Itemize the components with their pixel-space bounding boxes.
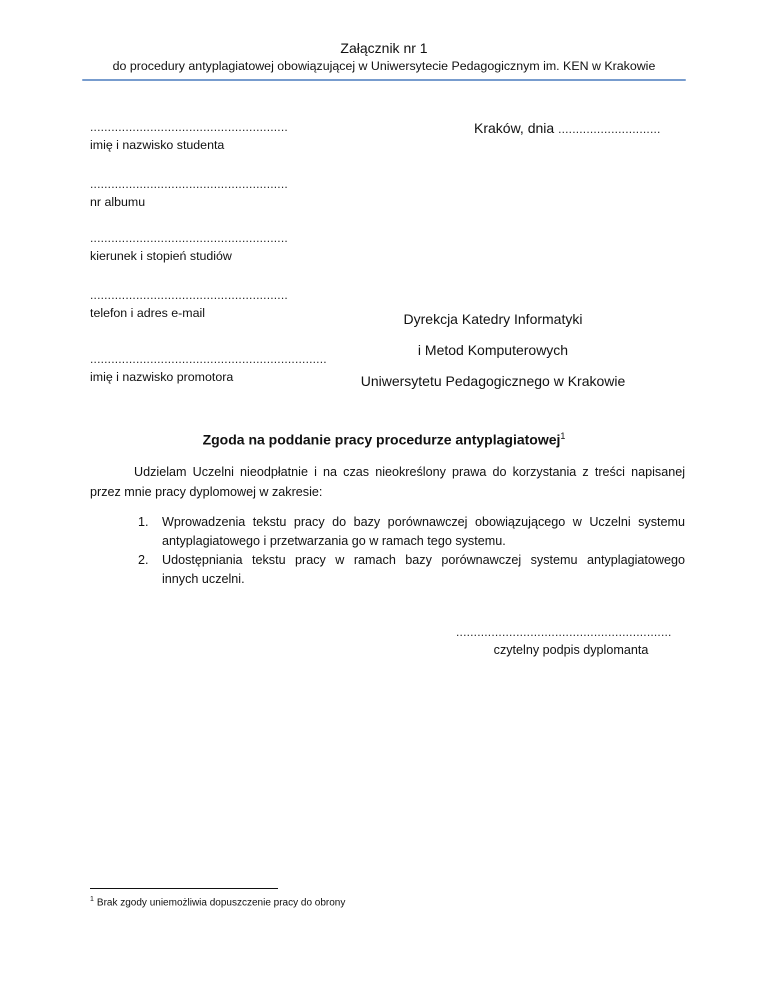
recipient-line-2: i Metod Komputerowych [417,342,569,358]
list-item [138,513,685,551]
consent-line-2: przez mnie pracy dyplomowej w zakresie: [90,485,323,499]
signature-dots[interactable]: ............................................................. [456,625,672,639]
list-item-line-1: Udostępniania tekstu pracy w ramach bazy porównawczej systemu antyplagiatowego [162,553,685,567]
header-rule [82,79,686,81]
date-dots[interactable]: ............................. [558,122,661,136]
recipient-line-3: Uniwersytetu Pedagogicznego w Krakowie [360,373,626,389]
consent-paragraph [90,462,685,502]
album-number-dots[interactable]: ........................................................ [90,177,288,191]
signature-label: czytelny podpis dyplomanta [493,643,649,657]
footnote-number: 1 [90,896,94,903]
list-item-line-2: antyplagiatowego i przetwarzania go w ramach tego systemu. [162,534,506,548]
list-item-number: 2. [138,553,149,567]
footnote [90,896,345,908]
student-name-dots[interactable]: ........................................................ [90,120,288,134]
document-title [0,431,768,448]
date-label: Kraków, dnia [474,120,555,136]
footnote-ref: 1 [560,431,566,441]
contact-label: telefon i adres e-mail [90,306,206,320]
date-line [474,120,661,136]
document-title-text: Zgoda na poddanie pracy procedurze antyplagiatowej [202,431,561,448]
footnote-separator [90,888,278,889]
consent-list [138,513,685,589]
list-item-line-2: innych uczelni. [162,572,245,586]
supervisor-label: imię i nazwisko promotora [90,370,234,384]
contact-dots[interactable]: ........................................................ [90,288,288,302]
attachment-title: Załącznik nr 1 [340,40,428,56]
album-number-label: nr albumu [90,195,146,209]
recipient-line-1: Dyrekcja Katedry Informatyki [403,311,583,327]
field-of-study-label: kierunek i stopień studiów [90,249,232,263]
list-item-number: 1. [138,515,149,529]
student-name-label: imię i nazwisko studenta [90,138,225,152]
attachment-subtitle: do procedury antyplagiatowej obowiązującej w Uniwersytecie Pedagogicznym im. KEN w Krakowie [112,59,656,73]
supervisor-dots[interactable]: ................................................................... [90,352,327,366]
list-item-line-1: Wprowadzenia tekstu pracy do bazy porównawczej obowiązującego w Uczelni systemu [162,515,685,529]
consent-line-1: Udzielam Uczelni nieodpłatnie i na czas nieokreślony prawa do korzystania z treści napisanej [134,465,685,479]
list-item [138,551,685,589]
footnote-text: Brak zgody uniemożliwia dopuszczenie pracy do obrony [96,897,346,909]
field-of-study-dots[interactable]: ........................................................ [90,231,288,245]
